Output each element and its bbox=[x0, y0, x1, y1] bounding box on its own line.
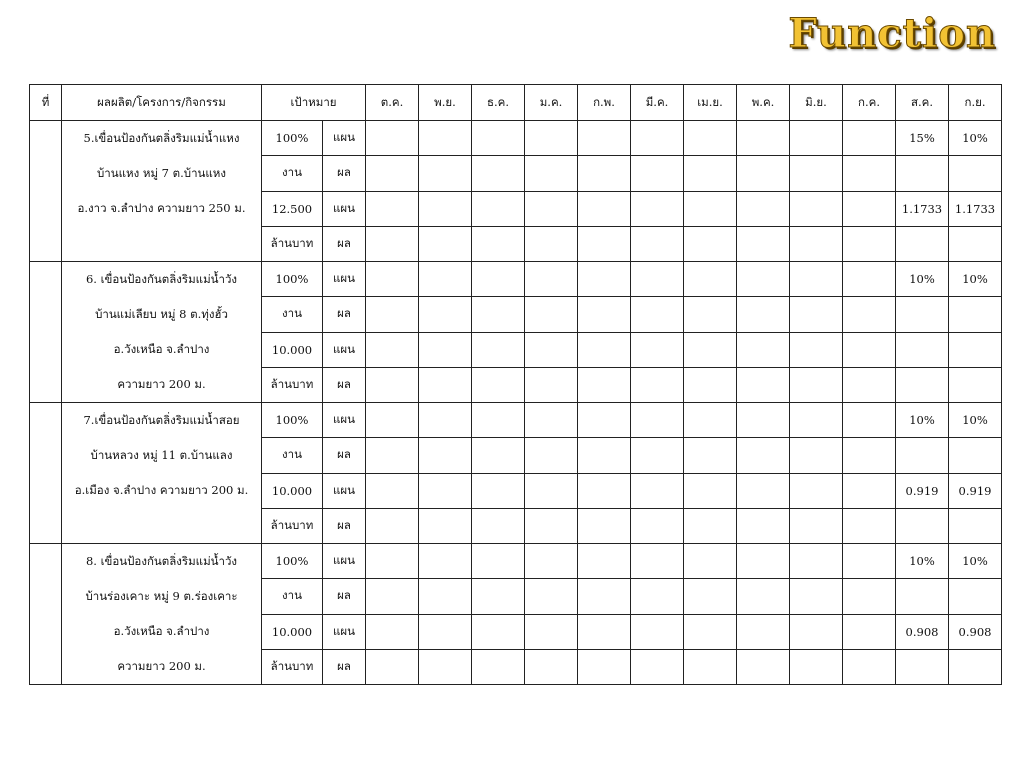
project-description-line: 5.เขื่อนป้องกันตลิ่งริมแม่น้ำแหง bbox=[83, 131, 240, 145]
project-description-line: 7.เขื่อนป้องกันตลิ่งริมแม่น้ำสอย bbox=[83, 413, 240, 427]
month-cell bbox=[578, 438, 631, 473]
month-cell bbox=[631, 473, 684, 508]
month-cell bbox=[472, 262, 525, 297]
month-cell bbox=[419, 649, 472, 684]
month-cell bbox=[631, 226, 684, 261]
month-cell bbox=[631, 121, 684, 156]
header-row bbox=[30, 85, 1002, 121]
month-cell bbox=[525, 473, 578, 508]
project-description-line: อ.งาว จ.ลำปาง ความยาว 250 ม. bbox=[77, 201, 246, 215]
header-month: ส.ค. bbox=[896, 85, 949, 121]
month-cell-sep: 10% bbox=[949, 544, 1002, 579]
month-cell bbox=[737, 403, 790, 438]
project-description-line: ความยาว 200 ม. bbox=[117, 377, 206, 391]
month-cell bbox=[525, 579, 578, 614]
month-cell bbox=[366, 297, 419, 332]
month-cell bbox=[631, 649, 684, 684]
month-cell bbox=[419, 614, 472, 649]
month-cell bbox=[631, 579, 684, 614]
month-cell bbox=[843, 579, 896, 614]
month-cell bbox=[472, 403, 525, 438]
month-cell bbox=[525, 649, 578, 684]
month-cell-aug bbox=[896, 332, 949, 367]
month-cell bbox=[472, 438, 525, 473]
plan-result-label: ผล bbox=[323, 508, 366, 543]
month-cell bbox=[684, 121, 737, 156]
month-cell bbox=[843, 544, 896, 579]
header-month: มี.ค. bbox=[631, 85, 684, 121]
month-cell-aug: 15% bbox=[896, 121, 949, 156]
plan-result-label: แผน bbox=[323, 614, 366, 649]
month-cell bbox=[366, 332, 419, 367]
month-cell bbox=[631, 332, 684, 367]
month-cell-aug bbox=[896, 508, 949, 543]
target-value: 10.000 bbox=[262, 614, 323, 649]
target-value: 100% bbox=[262, 403, 323, 438]
month-cell bbox=[843, 332, 896, 367]
month-cell bbox=[525, 226, 578, 261]
month-cell bbox=[737, 226, 790, 261]
header-month: ต.ค. bbox=[366, 85, 419, 121]
month-cell bbox=[684, 649, 737, 684]
header-month: ก.ย. bbox=[949, 85, 1002, 121]
month-cell bbox=[737, 191, 790, 226]
month-cell bbox=[578, 367, 631, 402]
row-number-cell bbox=[30, 544, 62, 685]
month-cell bbox=[737, 262, 790, 297]
month-cell bbox=[525, 544, 578, 579]
plan-result-label: แผน bbox=[323, 121, 366, 156]
month-cell bbox=[419, 262, 472, 297]
month-cell bbox=[419, 367, 472, 402]
month-cell bbox=[419, 297, 472, 332]
month-cell bbox=[631, 191, 684, 226]
target-value: ล้านบาท bbox=[262, 367, 323, 402]
month-cell bbox=[631, 438, 684, 473]
month-cell bbox=[578, 156, 631, 191]
page-title: Function bbox=[788, 10, 996, 57]
month-cell bbox=[684, 262, 737, 297]
header-month: ม.ค. bbox=[525, 85, 578, 121]
month-cell bbox=[578, 544, 631, 579]
month-cell-aug bbox=[896, 297, 949, 332]
project-description bbox=[62, 544, 262, 685]
month-cell bbox=[843, 121, 896, 156]
month-cell bbox=[790, 508, 843, 543]
month-cell bbox=[684, 438, 737, 473]
plan-result-label: ผล bbox=[323, 579, 366, 614]
month-cell bbox=[366, 508, 419, 543]
month-cell bbox=[790, 191, 843, 226]
target-value: ล้านบาท bbox=[262, 226, 323, 261]
project-description bbox=[62, 403, 262, 544]
month-cell bbox=[684, 544, 737, 579]
month-cell bbox=[525, 367, 578, 402]
month-cell-sep bbox=[949, 297, 1002, 332]
month-cell bbox=[366, 367, 419, 402]
target-value: งาน bbox=[262, 156, 323, 191]
month-cell bbox=[843, 226, 896, 261]
month-cell-sep bbox=[949, 579, 1002, 614]
month-cell-aug: 10% bbox=[896, 544, 949, 579]
month-cell bbox=[472, 508, 525, 543]
month-cell bbox=[737, 649, 790, 684]
plan-result-label: แผน bbox=[323, 332, 366, 367]
month-cell bbox=[366, 262, 419, 297]
month-cell bbox=[578, 191, 631, 226]
month-cell bbox=[843, 473, 896, 508]
month-cell bbox=[578, 297, 631, 332]
month-cell bbox=[419, 579, 472, 614]
month-cell bbox=[843, 297, 896, 332]
month-cell-sep bbox=[949, 226, 1002, 261]
month-cell bbox=[472, 579, 525, 614]
month-cell bbox=[790, 544, 843, 579]
month-cell bbox=[525, 614, 578, 649]
project-description-line bbox=[62, 508, 261, 543]
target-value: งาน bbox=[262, 438, 323, 473]
month-cell bbox=[578, 473, 631, 508]
month-cell-sep: 10% bbox=[949, 403, 1002, 438]
project-description-line: อ.วังเหนือ จ.ลำปาง bbox=[113, 342, 210, 356]
plan-result-label: ผล bbox=[323, 297, 366, 332]
table-row bbox=[30, 121, 1002, 156]
month-cell-sep bbox=[949, 332, 1002, 367]
project-description-line: บ้านหลวง หมู่ 11 ต.บ้านแลง bbox=[90, 448, 233, 462]
month-cell bbox=[525, 121, 578, 156]
month-cell-aug: 10% bbox=[896, 262, 949, 297]
plan-result-label: ผล bbox=[323, 438, 366, 473]
month-cell bbox=[525, 262, 578, 297]
month-cell bbox=[737, 367, 790, 402]
month-cell-sep: 0.919 bbox=[949, 473, 1002, 508]
month-cell-aug: 0.908 bbox=[896, 614, 949, 649]
month-cell bbox=[631, 156, 684, 191]
month-cell bbox=[737, 438, 790, 473]
plan-result-label: แผน bbox=[323, 262, 366, 297]
month-cell bbox=[684, 332, 737, 367]
month-cell bbox=[631, 544, 684, 579]
month-cell bbox=[790, 262, 843, 297]
month-cell bbox=[790, 332, 843, 367]
plan-result-label: แผน bbox=[323, 403, 366, 438]
month-cell bbox=[684, 297, 737, 332]
month-cell bbox=[684, 191, 737, 226]
month-cell bbox=[366, 579, 419, 614]
month-cell bbox=[419, 332, 472, 367]
month-cell bbox=[525, 403, 578, 438]
project-description-line: บ้านแหง หมู่ 7 ต.บ้านแหง bbox=[96, 166, 227, 180]
month-cell bbox=[578, 614, 631, 649]
month-cell bbox=[472, 156, 525, 191]
month-cell bbox=[737, 297, 790, 332]
month-cell-aug bbox=[896, 367, 949, 402]
project-description-line bbox=[62, 226, 261, 261]
month-cell bbox=[843, 438, 896, 473]
month-cell bbox=[525, 297, 578, 332]
month-cell bbox=[684, 403, 737, 438]
month-cell bbox=[366, 544, 419, 579]
header-month: ธ.ค. bbox=[472, 85, 525, 121]
month-cell bbox=[790, 649, 843, 684]
month-cell bbox=[578, 121, 631, 156]
project-description-line: 6. เขื่อนป้องกันตลิ่งริมแม่น้ำวัง bbox=[85, 272, 238, 286]
target-value: 100% bbox=[262, 262, 323, 297]
plan-result-label: ผล bbox=[323, 226, 366, 261]
month-cell-aug: 1.1733 bbox=[896, 191, 949, 226]
month-cell bbox=[843, 614, 896, 649]
month-cell bbox=[419, 403, 472, 438]
month-cell-aug bbox=[896, 156, 949, 191]
month-cell bbox=[419, 508, 472, 543]
month-cell bbox=[419, 438, 472, 473]
month-cell bbox=[419, 226, 472, 261]
plan-result-label: ผล bbox=[323, 649, 366, 684]
month-cell bbox=[737, 156, 790, 191]
header-month: ก.ค. bbox=[843, 85, 896, 121]
month-cell bbox=[737, 121, 790, 156]
month-cell bbox=[366, 438, 419, 473]
header-month: พ.ค. bbox=[737, 85, 790, 121]
month-cell-sep bbox=[949, 156, 1002, 191]
month-cell bbox=[525, 332, 578, 367]
month-cell-sep bbox=[949, 508, 1002, 543]
month-cell bbox=[366, 226, 419, 261]
month-cell bbox=[684, 367, 737, 402]
month-cell bbox=[578, 579, 631, 614]
month-cell bbox=[578, 226, 631, 261]
row-number-cell bbox=[30, 121, 62, 262]
row-number-cell bbox=[30, 403, 62, 544]
month-cell-aug bbox=[896, 226, 949, 261]
month-cell bbox=[843, 403, 896, 438]
table-row bbox=[30, 544, 1002, 579]
month-cell bbox=[472, 367, 525, 402]
month-cell bbox=[472, 332, 525, 367]
month-cell bbox=[419, 544, 472, 579]
month-cell bbox=[525, 191, 578, 226]
month-cell bbox=[472, 544, 525, 579]
month-cell bbox=[684, 614, 737, 649]
month-cell bbox=[790, 226, 843, 261]
month-cell-aug: 0.919 bbox=[896, 473, 949, 508]
month-cell bbox=[472, 473, 525, 508]
month-cell bbox=[578, 508, 631, 543]
month-cell bbox=[366, 191, 419, 226]
month-cell-sep: 10% bbox=[949, 121, 1002, 156]
month-cell bbox=[684, 579, 737, 614]
month-cell bbox=[684, 508, 737, 543]
target-value: 12.500 bbox=[262, 191, 323, 226]
month-cell bbox=[790, 297, 843, 332]
plan-result-label: ผล bbox=[323, 156, 366, 191]
month-cell bbox=[843, 649, 896, 684]
header-output: ผลผลิต/โครงการ/กิจกรรม bbox=[62, 85, 262, 121]
header-month: ก.พ. bbox=[578, 85, 631, 121]
month-cell-sep: 1.1733 bbox=[949, 191, 1002, 226]
month-cell bbox=[790, 579, 843, 614]
month-cell bbox=[578, 262, 631, 297]
month-cell bbox=[578, 332, 631, 367]
month-cell bbox=[631, 297, 684, 332]
month-cell bbox=[790, 121, 843, 156]
month-cell-aug: 10% bbox=[896, 403, 949, 438]
month-cell bbox=[366, 403, 419, 438]
month-cell bbox=[737, 332, 790, 367]
month-cell bbox=[843, 262, 896, 297]
project-description-line: อ.เมือง จ.ลำปาง ความยาว 200 ม. bbox=[74, 483, 249, 497]
plan-result-label: แผน bbox=[323, 544, 366, 579]
target-value: 10.000 bbox=[262, 473, 323, 508]
header-no: ที่ bbox=[30, 85, 62, 121]
month-cell bbox=[525, 156, 578, 191]
month-cell bbox=[843, 367, 896, 402]
month-cell bbox=[578, 403, 631, 438]
month-cell bbox=[631, 403, 684, 438]
month-cell bbox=[790, 367, 843, 402]
month-cell bbox=[472, 191, 525, 226]
month-cell bbox=[631, 614, 684, 649]
month-cell bbox=[472, 121, 525, 156]
month-cell bbox=[366, 156, 419, 191]
target-value: 10.000 bbox=[262, 332, 323, 367]
month-cell bbox=[684, 473, 737, 508]
month-cell bbox=[737, 508, 790, 543]
month-cell-aug bbox=[896, 649, 949, 684]
month-cell bbox=[419, 473, 472, 508]
target-value: 100% bbox=[262, 544, 323, 579]
month-cell bbox=[472, 649, 525, 684]
month-cell bbox=[472, 226, 525, 261]
month-cell bbox=[790, 403, 843, 438]
header-target: เป้าหมาย bbox=[262, 85, 366, 121]
header-month: มิ.ย. bbox=[790, 85, 843, 121]
month-cell bbox=[366, 649, 419, 684]
month-cell bbox=[472, 614, 525, 649]
month-cell bbox=[843, 508, 896, 543]
month-cell bbox=[631, 262, 684, 297]
table-row bbox=[30, 262, 1002, 297]
month-cell bbox=[366, 473, 419, 508]
target-value: ล้านบาท bbox=[262, 508, 323, 543]
month-cell bbox=[631, 508, 684, 543]
month-cell bbox=[419, 156, 472, 191]
month-cell bbox=[525, 508, 578, 543]
month-cell-sep: 10% bbox=[949, 262, 1002, 297]
month-cell bbox=[737, 614, 790, 649]
month-cell bbox=[419, 121, 472, 156]
month-cell bbox=[737, 579, 790, 614]
project-description-line: บ้านแม่เลียบ หมู่ 8 ต.ทุ่งฮั้ว bbox=[95, 307, 228, 321]
month-cell bbox=[366, 121, 419, 156]
project-description-line: บ้านร่องเคาะ หมู่ 9 ต.ร่องเคาะ bbox=[85, 589, 238, 603]
month-cell-sep bbox=[949, 367, 1002, 402]
month-cell bbox=[366, 614, 419, 649]
month-cell bbox=[578, 649, 631, 684]
month-cell-sep bbox=[949, 438, 1002, 473]
month-cell-sep: 0.908 bbox=[949, 614, 1002, 649]
month-cell bbox=[631, 367, 684, 402]
month-cell bbox=[790, 614, 843, 649]
month-cell-aug bbox=[896, 438, 949, 473]
table-row bbox=[30, 403, 1002, 438]
project-description-line: อ.วังเหนือ จ.ลำปาง bbox=[113, 624, 210, 638]
month-cell bbox=[843, 191, 896, 226]
target-value: 100% bbox=[262, 121, 323, 156]
month-cell bbox=[684, 226, 737, 261]
month-cell bbox=[419, 191, 472, 226]
plan-result-label: ผล bbox=[323, 367, 366, 402]
project-description bbox=[62, 262, 262, 403]
month-cell bbox=[525, 438, 578, 473]
month-cell bbox=[737, 473, 790, 508]
header-month: เม.ย. bbox=[684, 85, 737, 121]
plan-result-label: แผน bbox=[323, 191, 366, 226]
project-description-line: ความยาว 200 ม. bbox=[117, 659, 206, 673]
month-cell bbox=[790, 156, 843, 191]
target-value: งาน bbox=[262, 579, 323, 614]
month-cell bbox=[790, 473, 843, 508]
row-number-cell bbox=[30, 262, 62, 403]
month-cell-sep bbox=[949, 649, 1002, 684]
project-description bbox=[62, 121, 262, 262]
month-cell bbox=[790, 438, 843, 473]
month-cell bbox=[684, 156, 737, 191]
month-cell bbox=[472, 297, 525, 332]
month-cell bbox=[843, 156, 896, 191]
target-value: ล้านบาท bbox=[262, 649, 323, 684]
header-month: พ.ย. bbox=[419, 85, 472, 121]
plan-result-label: แผน bbox=[323, 473, 366, 508]
project-description-line: 8. เขื่อนป้องกันตลิ่งริมแม่น้ำวัง bbox=[85, 554, 238, 568]
target-value: งาน bbox=[262, 297, 323, 332]
table-body bbox=[30, 121, 1002, 685]
month-cell-aug bbox=[896, 579, 949, 614]
month-cell bbox=[737, 544, 790, 579]
work-plan-table bbox=[29, 84, 1002, 685]
